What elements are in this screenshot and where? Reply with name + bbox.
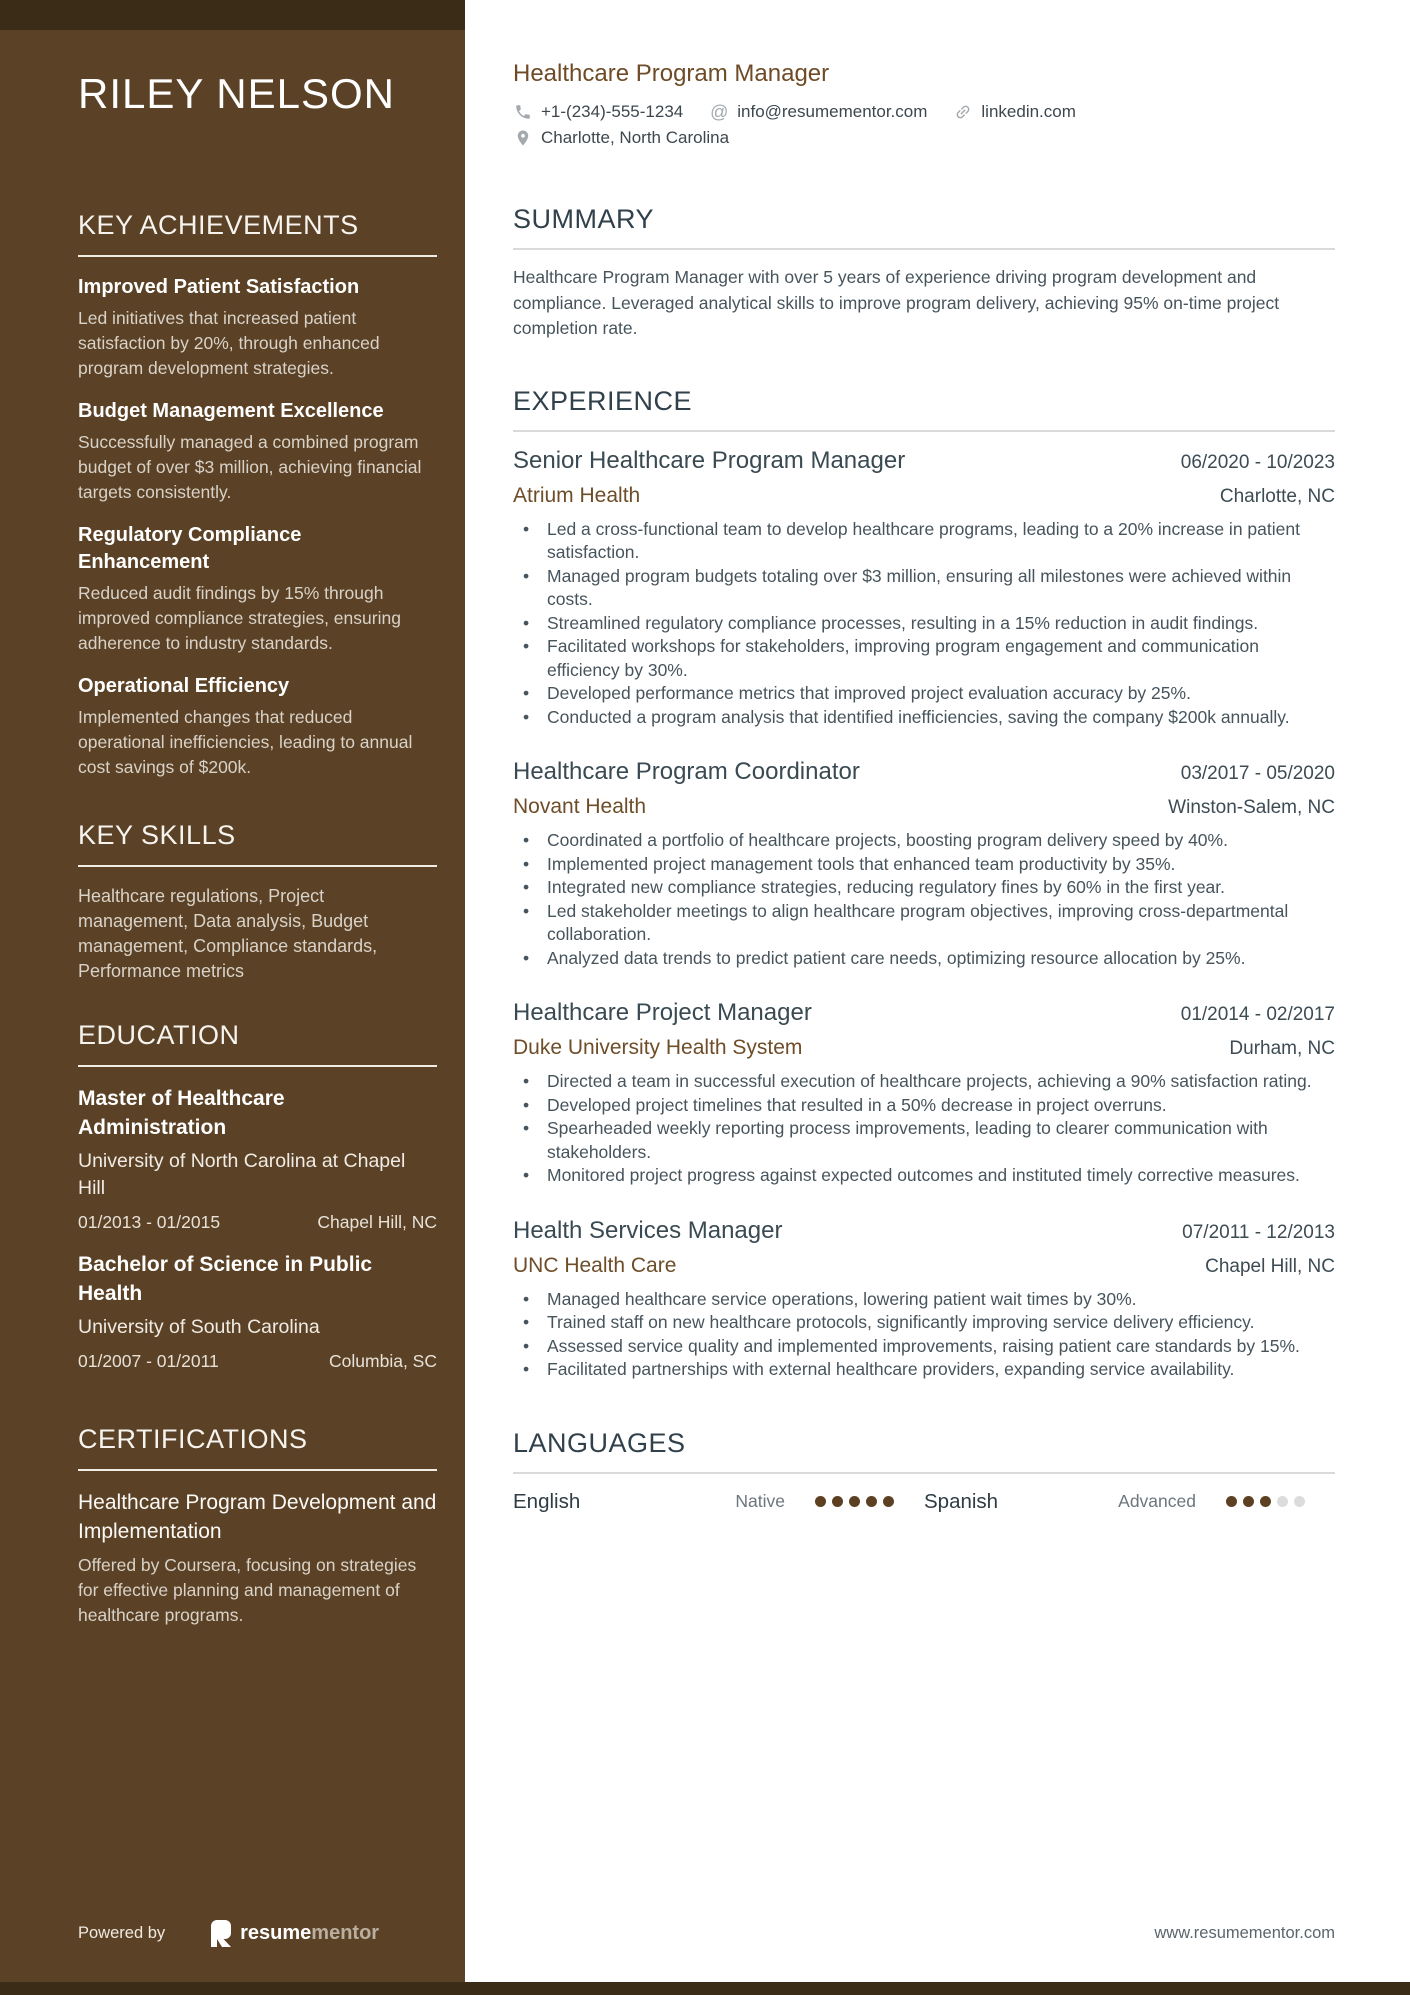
key-skills-heading: KEY SKILLS xyxy=(78,820,437,867)
languages-section xyxy=(513,1428,1335,1514)
job-location: Durham, NC xyxy=(1229,1038,1335,1059)
education-dates: 01/2013 - 01/2015 xyxy=(78,1212,221,1232)
job-bullet: • Led a cross-functional team to develop healthcare programs, leading to a 20% increase in patient satisfaction. xyxy=(513,518,1335,565)
job-bullet: • Developed project timelines that resulted in a 50% decrease in project overruns. xyxy=(513,1094,1335,1118)
resumementor-logo xyxy=(209,1920,379,1947)
job-bullets xyxy=(513,1070,1335,1188)
job-bullet: • Implemented project management tools that enhanced team productivity by 35%. xyxy=(513,853,1335,877)
job-title: Healthcare Project Manager xyxy=(513,999,812,1026)
job-title: Senior Healthcare Program Manager xyxy=(513,446,906,474)
language-entry xyxy=(924,1490,1335,1514)
header xyxy=(513,58,1335,148)
education-section xyxy=(78,1020,437,1372)
job-bullet: • Assessed service quality and implemented improvements, raising patient care standards by 15%. xyxy=(513,1335,1335,1359)
job-bullet: • Conducted a program analysis that identified inefficiencies, saving the company $200k annually. xyxy=(513,706,1335,730)
job-bullet: • Trained staff on new healthcare protocols, significantly improving service delivery efficiency. xyxy=(513,1311,1335,1335)
job-location: Chapel Hill, NC xyxy=(1205,1255,1335,1277)
location-item xyxy=(513,128,729,148)
job-bullets xyxy=(513,829,1335,970)
certifications-section xyxy=(78,1424,437,1628)
summary-text: Healthcare Program Manager with over 5 years of experience driving program development and compliance. Leveraged analytical skills to improve program delivery, achieving 95% on-time project completion rate. xyxy=(513,267,1280,338)
logo-text-mentor: mentor xyxy=(311,1922,380,1944)
email-text[interactable]: info@resumementor.com xyxy=(737,102,928,121)
person-name: RILEY NELSON xyxy=(78,70,396,117)
top-accent-bar xyxy=(0,0,465,30)
key-achievements-section xyxy=(78,210,437,780)
achievement-item xyxy=(78,522,437,656)
education-school: University of North Carolina at Chapel Hill xyxy=(78,1150,406,1199)
job-company: Novant Health xyxy=(513,795,647,818)
job-bullet: • Spearheaded weekly reporting process improvements, leading to clearer communication with stakeholders. xyxy=(513,1117,1335,1164)
skills-list-text: Healthcare regulations, Project management, Data analysis, Budget management, Compliance standards, Performance metrics xyxy=(78,886,378,981)
education-degree: Bachelor of Science in Public Health xyxy=(78,1253,373,1305)
achievement-title: Budget Management Excellence xyxy=(78,400,384,422)
phone-text: +1-(234)-555-1234 xyxy=(541,102,684,121)
location-pin-icon xyxy=(513,128,533,148)
link-icon xyxy=(953,102,973,122)
education-degree: Master of Healthcare Administration xyxy=(78,1087,285,1139)
job-bullet: • Streamlined regulatory compliance processes, resulting in a 15% reduction in audit findings. xyxy=(513,612,1335,636)
education-location: Chapel Hill, NC xyxy=(317,1212,437,1232)
job-dates: 01/2014 - 02/2017 xyxy=(1180,1004,1335,1025)
job-bullet: • Developed performance metrics that improved project evaluation accuracy by 25%. xyxy=(513,682,1335,706)
job-location: Charlotte, NC xyxy=(1219,485,1335,507)
job-dates: 03/2017 - 05/2020 xyxy=(1180,763,1335,784)
job-location: Winston-Salem, NC xyxy=(1168,797,1335,818)
achievement-item xyxy=(78,274,437,381)
resumementor-logo-text xyxy=(240,1922,379,1945)
job-title: Health Services Manager xyxy=(513,1216,783,1244)
summary-heading: SUMMARY xyxy=(513,204,1335,250)
achievement-item xyxy=(78,398,437,505)
language-level: Advanced xyxy=(1118,1491,1196,1511)
job-company: Atrium Health xyxy=(513,483,641,507)
contact-block xyxy=(513,102,1335,148)
achievement-text: Successfully managed a combined program budget of over $3 million, achieving financial targets consistently. xyxy=(78,432,422,502)
experience-heading: EXPERIENCE xyxy=(513,386,1335,432)
job-bullet: • Analyzed data trends to predict patient care needs, optimizing resource allocation by 25%. xyxy=(513,947,1335,971)
achievement-title: Regulatory Compliance Enhancement xyxy=(78,524,302,573)
education-item xyxy=(78,1250,437,1372)
job-entry xyxy=(513,445,1335,730)
email-icon: @ xyxy=(710,101,729,122)
language-proficiency-dots xyxy=(809,1496,894,1507)
language-name: Spanish xyxy=(924,1489,999,1513)
linkedin-item[interactable] xyxy=(953,102,1076,122)
achievement-text: Reduced audit findings by 15% through improved compliance strategies, ensuring adherence to industry standards. xyxy=(78,583,401,653)
website-link[interactable]: www.resumementor.com xyxy=(1154,1924,1335,1942)
job-dates: 07/2011 - 12/2013 xyxy=(1182,1221,1335,1243)
language-level: Native xyxy=(735,1491,785,1511)
achievement-item xyxy=(78,673,437,780)
sidebar xyxy=(0,0,465,1995)
achievement-text: Implemented changes that reduced operational inefficiencies, leading to annual cost savings of $200k. xyxy=(78,707,413,777)
education-heading: EDUCATION xyxy=(78,1020,437,1067)
header-job-title: Healthcare Program Manager xyxy=(513,60,830,87)
education-school: University of South Carolina xyxy=(78,1316,320,1338)
job-bullet: • Facilitated partnerships with external healthcare providers, expanding service availability. xyxy=(513,1358,1335,1382)
experience-section xyxy=(513,386,1335,1382)
achievement-title: Operational Efficiency xyxy=(78,675,290,697)
logo-text-resume: resume xyxy=(240,1922,312,1944)
job-dates: 06/2020 - 10/2023 xyxy=(1180,451,1335,473)
language-name: English xyxy=(513,1489,581,1513)
education-item xyxy=(78,1084,437,1233)
certifications-heading: CERTIFICATIONS xyxy=(78,1424,437,1471)
certification-title: Healthcare Program Development and Implementation xyxy=(78,1491,437,1543)
job-company: Duke University Health System xyxy=(513,1036,803,1059)
key-skills-section xyxy=(78,820,437,984)
key-achievements-heading: KEY ACHIEVEMENTS xyxy=(78,210,437,257)
powered-by-label: Powered by xyxy=(78,1924,166,1942)
phone-icon xyxy=(513,102,533,122)
job-bullet: • Monitored project progress against expected outcomes and instituted timely corrective measures. xyxy=(513,1164,1335,1188)
job-bullet: • Integrated new compliance strategies, reducing regulatory fines by 60% in the first year. xyxy=(513,876,1335,900)
linkedin-text[interactable]: linkedin.com xyxy=(981,102,1076,121)
job-bullet: • Directed a team in successful execution of healthcare projects, achieving a 90% satisfaction rating. xyxy=(513,1070,1335,1094)
sidebar-footer xyxy=(78,1920,437,1947)
languages-heading: LANGUAGES xyxy=(513,1428,1335,1474)
education-dates: 01/2007 - 01/2011 xyxy=(78,1351,219,1371)
job-bullet: • Managed program budgets totaling over $3 million, ensuring all milestones were achieved within costs. xyxy=(513,565,1335,612)
resumementor-logo-icon xyxy=(209,1920,233,1947)
job-bullet: • Managed healthcare service operations, lowering patient wait times by 30%. xyxy=(513,1288,1335,1312)
job-entry xyxy=(513,1215,1335,1382)
job-entry xyxy=(513,756,1335,970)
certification-text: Offered by Coursera, focusing on strategies for effective planning and management of healthcare programs. xyxy=(78,1555,417,1625)
job-bullet: • Coordinated a portfolio of healthcare projects, boosting program delivery speed by 40%. xyxy=(513,829,1335,853)
job-bullets xyxy=(513,518,1335,730)
job-entry xyxy=(513,997,1335,1188)
job-bullet: • Led stakeholder meetings to align healthcare program objectives, improving cross-departmental collaboration. xyxy=(513,900,1335,947)
achievement-title: Improved Patient Satisfaction xyxy=(78,276,360,298)
languages-row xyxy=(513,1490,1335,1514)
phone-item xyxy=(513,102,683,122)
location-text: Charlotte, North Carolina xyxy=(541,128,730,147)
main-column xyxy=(465,0,1410,1995)
achievement-text: Led initiatives that increased patient satisfaction by 20%, through enhanced program development strategies. xyxy=(78,308,380,378)
bottom-accent-bar xyxy=(0,1982,1410,1995)
summary-section xyxy=(513,204,1335,342)
language-proficiency-dots xyxy=(1220,1496,1305,1507)
job-bullet: • Facilitated workshops for stakeholders, improving program engagement and communication efficiency by 30%. xyxy=(513,635,1335,682)
language-entry xyxy=(513,1490,924,1514)
job-bullets xyxy=(513,1288,1335,1382)
job-title: Healthcare Program Coordinator xyxy=(513,758,860,785)
education-location: Columbia, SC xyxy=(329,1351,437,1371)
email-item[interactable] xyxy=(709,102,927,122)
job-company: UNC Health Care xyxy=(513,1253,677,1277)
